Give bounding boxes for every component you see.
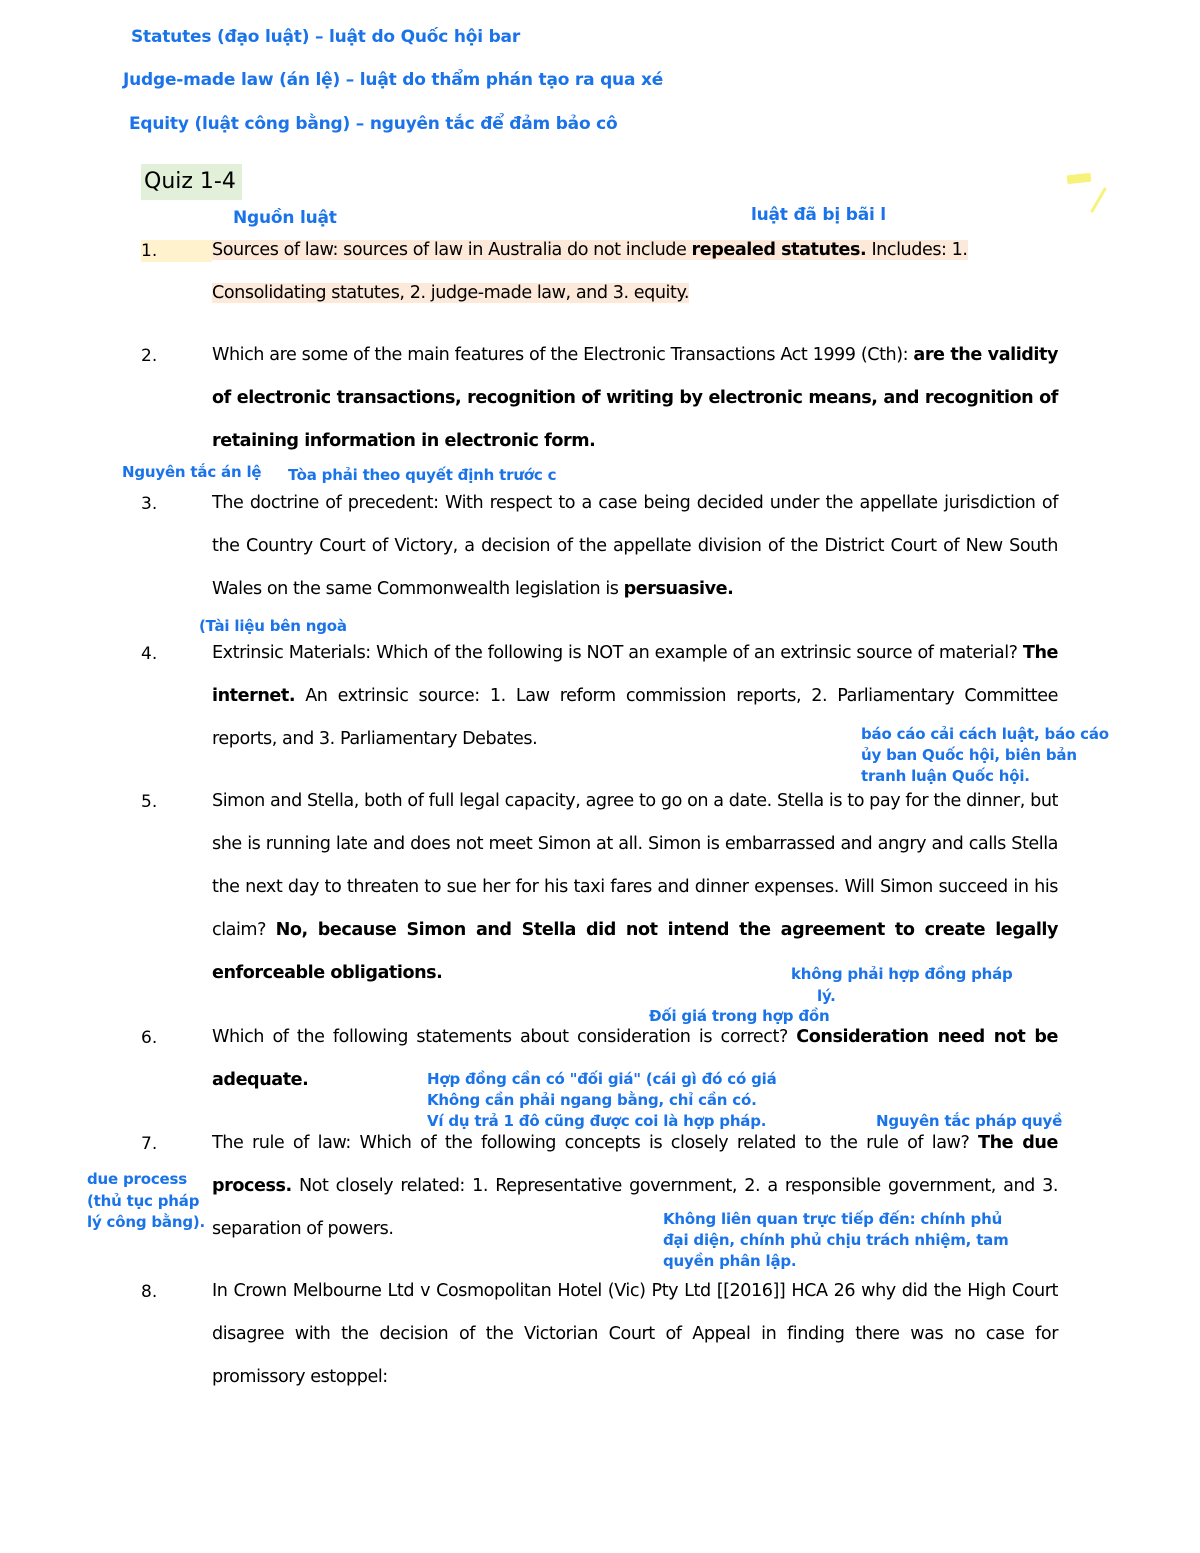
question-2 <box>212 334 1058 463</box>
question-number: 5. <box>141 792 158 812</box>
question-3 <box>212 482 1058 611</box>
note-not-related-3: quyền phân lập. <box>663 1252 797 1270</box>
question-1-text: Sources of law: sources of law in Australia do not include <box>212 240 692 260</box>
question-4-text: Extrinsic Materials: Which of the following is NOT an example of an extrinsic source of material? <box>212 643 1023 663</box>
note-not-legal-contract-1: không phải hợp đồng pháp <box>791 965 1013 983</box>
question-4-answer: The internet. <box>212 643 1058 706</box>
note-due-process-2: (thủ tục pháp <box>87 1192 200 1210</box>
note-consideration-explain-1: Hợp đồng cần có "đối giá" (cái gì đó có giá <box>427 1070 777 1088</box>
header-note-statutes: Statutes (đạo luật) – luật do Quốc hội bar <box>131 27 521 47</box>
question-number: 6. <box>141 1028 158 1048</box>
note-extrinsic-examples-1: báo cáo cải cách luật, báo cáo <box>861 725 1109 743</box>
note-consideration-explain-2: Không cần phải ngang bằng, chỉ cần có. <box>427 1091 757 1109</box>
question-1-line-1 <box>212 240 968 260</box>
question-1 <box>212 229 1058 315</box>
question-7-text: The rule of law: Which of the following concepts is closely related to the rule of law? <box>212 1133 979 1153</box>
question-1-text-cont: Includes: 1. <box>866 240 968 260</box>
header-note-equity: Equity (luật công bằng) – nguyên tắc để đảm bảo cô <box>129 114 618 134</box>
note-rule-of-law: Nguyên tắc pháp quyề <box>876 1112 1063 1130</box>
note-extrinsic-examples-2: ủy ban Quốc hội, biên bản <box>861 746 1077 764</box>
note-consideration: Đối giá trong hợp đồn <box>649 1007 830 1025</box>
question-number: 8. <box>141 1282 158 1302</box>
question-7-answer: The due process. <box>212 1133 1058 1196</box>
note-consideration-explain-3: Ví dụ trả 1 đô cũng được coi là hợp pháp. <box>427 1112 767 1130</box>
question-5-text: Simon and Stella, both of full legal capacity, agree to go on a date. Stella is to pay for the dinner, but she is running late and does not meet Simon at all. Simon is embarrassed and angry and calls Stella the next day to threaten to sue her for his taxi fares and dinner expenses. Will Simon succeed in his claim? <box>212 791 1058 940</box>
note-not-related-2: đại diện, chính phủ chịu trách nhiệm, tam <box>663 1231 1009 1249</box>
header-note-judge-made-law: Judge-made law (án lệ) – luật do thẩm phán tạo ra qua xé <box>123 70 664 90</box>
question-3-text: The doctrine of precedent: With respect to a case being decided under the appellate jurisdiction of the Country Court of Victory, a decision of the appellate division of the District Court of New South Wales on the same Commonwealth legislation is <box>212 493 1058 599</box>
question-6-answer: Consideration need not be adequate. <box>212 1027 1058 1090</box>
question-number: 3. <box>141 494 158 514</box>
question-number: 2. <box>141 346 158 366</box>
note-not-legal-contract-2: lý. <box>817 987 836 1005</box>
question-8 <box>212 1270 1058 1399</box>
note-due-process-3: lý công bằng). <box>87 1213 206 1231</box>
question-6-text: Which of the following statements about consideration is correct? <box>212 1027 797 1047</box>
question-8-text: In Crown Melbourne Ltd v Cosmopolitan Hotel (Vic) Pty Ltd [[2016]] HCA 26 why did the High Court disagree with the decision of the Victorian Court of Appeal in finding there was no case for promissory estoppel: <box>212 1281 1058 1387</box>
quiz-title: Quiz 1-4 <box>141 164 242 200</box>
question-3-answer: persuasive. <box>623 579 734 599</box>
note-extrinsic-materials: (Tài liệu bên ngoà <box>199 617 347 635</box>
highlighter-stroke <box>1090 187 1107 213</box>
highlighter-mark <box>1067 173 1092 184</box>
question-1-answer: repealed statutes. <box>691 240 867 260</box>
note-not-related-1: Không liên quan trực tiếp đến: chính phủ <box>663 1210 1003 1228</box>
question-5-answer: No, because Simon and Stella did not intend the agreement to create legally enforceable obligations. <box>212 920 1059 983</box>
note-sources-of-law: Nguồn luật <box>233 208 337 228</box>
question-1-line-2: Consolidating statutes, 2. judge-made law, and 3. equity. <box>212 283 690 303</box>
note-court-follows-precedent: Tòa phải theo quyết định trước c <box>288 466 557 484</box>
question-number: 4. <box>141 644 158 664</box>
question-number: 1. <box>141 240 212 262</box>
note-doctrine-of-precedent: Nguyên tắc án lệ <box>122 463 262 481</box>
question-4-text-cont: An extrinsic source: 1. Law reform commission reports, 2. Parliamentary Committee reports, and 3. Parliamentary Debates. <box>212 686 1058 749</box>
note-extrinsic-examples-3: tranh luận Quốc hội. <box>861 767 1030 785</box>
question-2-text: Which are some of the main features of the Electronic Transactions Act 1999 (Cth): <box>212 345 914 365</box>
question-number: 7. <box>141 1134 158 1154</box>
note-due-process-1: due process <box>87 1170 187 1188</box>
question-5 <box>212 780 1058 995</box>
note-repealed-law: luật đã bị bãi l <box>751 205 886 225</box>
question-2-answer: are the validity of electronic transactions, recognition of writing by electronic means, and recognition of retaining information in electronic form. <box>212 345 1058 451</box>
question-7-text-cont: Not closely related: 1. Representative government, 2. a responsible government, and 3. separation of powers. <box>212 1176 1058 1239</box>
